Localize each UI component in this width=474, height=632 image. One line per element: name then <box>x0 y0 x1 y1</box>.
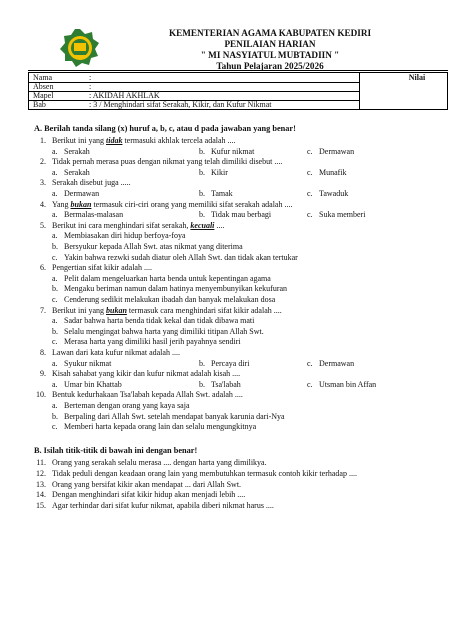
answer-option[interactable] <box>52 231 186 241</box>
answer-option[interactable] <box>52 337 241 347</box>
option-letter: a. <box>52 210 58 220</box>
answer-option[interactable] <box>307 189 348 199</box>
option-letter: b. <box>52 411 58 421</box>
option-text: Kufur nikmat <box>211 146 255 156</box>
question-text: .... <box>214 220 225 230</box>
question-number: 8. <box>40 348 46 357</box>
identity-divider <box>359 73 360 109</box>
question-text: Orang yang bersifat kikir akan mendapat ... dari Allah Swt. <box>52 479 242 489</box>
option-letter: b. <box>52 326 58 336</box>
option-letter: c. <box>307 167 313 177</box>
question-8 <box>30 348 180 358</box>
question-10 <box>30 390 243 400</box>
bab-value: : 3 / Menghindari sifat Serakah, Kikir, dan Kufur Nikmat <box>89 100 272 109</box>
question-number: 6. <box>40 263 46 273</box>
question-4 <box>30 200 292 210</box>
option-letter: a. <box>52 189 58 198</box>
mapel-label: Mapel <box>33 91 54 100</box>
answer-option[interactable] <box>307 168 347 178</box>
answer-option[interactable] <box>199 168 228 178</box>
option-text: Syukur nikmat <box>64 358 112 368</box>
answer-option[interactable] <box>199 380 241 390</box>
answer-option[interactable] <box>52 189 99 199</box>
question-11 <box>30 458 267 468</box>
bab-label: Bab <box>33 100 46 109</box>
header-line-school: " MI NASYIATUL MUBTADIIN " <box>200 50 340 60</box>
question-7 <box>30 306 282 316</box>
question-number: 13. <box>36 479 46 489</box>
question-6 <box>30 263 152 273</box>
section-b-title: B. Isilah titik-titik di bawah ini dengan benar! <box>34 446 198 455</box>
question-text: Berikut ini yang <box>52 136 106 145</box>
option-letter: c. <box>52 252 58 262</box>
answer-option[interactable] <box>52 210 123 220</box>
question-number: 14. <box>36 490 46 500</box>
question-text: Tidak peduli dengan keadaan orang lain yang membutuhkan termasuk contoh kikir terhadap .... <box>52 468 357 478</box>
answer-option[interactable] <box>52 274 271 284</box>
answer-option[interactable] <box>199 189 233 199</box>
answer-option[interactable] <box>52 147 90 157</box>
option-letter: c. <box>52 295 58 304</box>
option-text: Merasa harta yang dimiliki hasil jerih payahnya sendiri <box>64 337 241 347</box>
answer-option[interactable] <box>52 284 287 294</box>
question-number: 10. <box>36 390 46 400</box>
option-text: Tsa'labah <box>211 379 241 389</box>
section-a-title: A. Berilah tanda silang (x) huruf a, b, c, atau d pada jawaban yang benar! <box>34 124 296 133</box>
answer-option[interactable] <box>52 253 298 263</box>
question-5 <box>30 221 224 231</box>
option-letter: b. <box>199 379 205 389</box>
answer-option[interactable] <box>52 359 111 369</box>
option-letter: a. <box>52 316 58 326</box>
option-text: Serakah <box>64 146 90 156</box>
absen-value: : <box>89 82 92 91</box>
question-number: 3. <box>40 178 46 188</box>
option-letter: c. <box>52 337 58 347</box>
question-9 <box>30 369 240 379</box>
question-text: Serakah disebut juga ..... <box>52 178 131 188</box>
answer-option[interactable] <box>199 147 254 157</box>
option-letter: c. <box>52 422 58 432</box>
option-text: Tamak <box>211 189 233 198</box>
question-text: termasuk ciri-ciri orang yang memiliki sifat serakah adalah .... <box>91 199 293 209</box>
nilai-label: Nilai <box>408 73 426 82</box>
answer-option[interactable] <box>307 210 365 220</box>
answer-option[interactable] <box>52 380 122 390</box>
question-2 <box>30 157 282 167</box>
question-number: 5. <box>40 220 46 230</box>
option-text: Dermawan <box>64 189 100 198</box>
answer-option[interactable] <box>52 327 264 337</box>
option-letter: a. <box>52 401 58 410</box>
answer-option[interactable] <box>52 242 243 252</box>
option-letter: b. <box>199 167 205 177</box>
question-number: 9. <box>40 369 46 379</box>
option-text: Dermawan <box>319 146 355 156</box>
option-text: Sadar bahwa harta benda tidak kekal dan tidak dibawa mati <box>64 316 255 326</box>
answer-option[interactable] <box>307 359 354 369</box>
question-emphasis: bukan <box>70 199 92 209</box>
answer-option[interactable] <box>52 168 90 178</box>
option-text: Tawaduk <box>319 189 349 198</box>
option-text: Bermalas-malasan <box>64 210 124 220</box>
option-text: Berteman dengan orang yang kaya saja <box>64 401 190 410</box>
option-text: Selalu mengingat bahwa harta yang dimiliki titipan Allah Swt. <box>64 326 264 336</box>
question-text: Agar terhindar dari sifat kufur nikmat, apabila diberi nikmat harus .... <box>52 501 274 511</box>
question-number: 15. <box>36 501 46 511</box>
question-text: Orang yang serakah selalu merasa .... dengan harta yang dimilikya. <box>52 458 267 467</box>
option-text: Suka memberi <box>319 210 366 220</box>
option-text: Pelit dalam mengeluarkan harta benda untuk kepentingan agama <box>64 273 271 283</box>
nama-label: Nama <box>33 73 53 82</box>
option-letter: a. <box>52 167 58 177</box>
option-letter: a. <box>52 358 58 368</box>
option-letter: c. <box>307 379 313 389</box>
question-text: Pengertian sifat kikir adalah .... <box>52 263 152 273</box>
row-bab <box>29 100 359 109</box>
question-emphasis: bukan <box>106 305 127 315</box>
option-letter: b. <box>52 242 58 251</box>
question-number: 12. <box>36 468 46 478</box>
answer-option[interactable] <box>199 210 271 220</box>
option-letter: b. <box>199 210 205 220</box>
question-3 <box>30 178 131 188</box>
exam-header <box>120 28 420 72</box>
option-letter: c. <box>307 358 313 368</box>
answer-option[interactable] <box>199 359 249 369</box>
question-text: Lawan dari kata kufur nikmat adalah .... <box>52 348 180 357</box>
option-letter: a. <box>52 379 58 389</box>
option-text: Bersyukur kepada Allah Swt. atas nikmat yang diterima <box>64 242 243 251</box>
question-number: 11. <box>36 458 46 467</box>
option-letter: a. <box>52 146 58 156</box>
question-14 <box>30 490 245 500</box>
option-text: Dermawan <box>319 358 355 368</box>
option-text: Yakin bahwa rezwki sudah diatur oleh Allah Swt. dan tidak akan tertukar <box>64 252 298 262</box>
option-letter: a. <box>52 273 58 283</box>
option-text: Kikir <box>211 167 228 177</box>
option-letter: b. <box>199 358 205 368</box>
answer-option[interactable] <box>52 401 190 411</box>
question-text: Yang <box>52 199 71 209</box>
mapel-value: : AKIDAH AKHLAK <box>89 91 160 100</box>
option-text: Percaya diri <box>211 358 250 368</box>
answer-option[interactable] <box>307 147 354 157</box>
answer-option[interactable] <box>52 316 254 326</box>
option-text: Mengaku beriman namun dalam hatinya menyembunyikan kekufuran <box>64 284 288 294</box>
question-number: 1. <box>40 136 46 145</box>
answer-option[interactable] <box>307 380 376 390</box>
option-text: Serakah <box>64 167 90 177</box>
answer-option[interactable] <box>52 295 275 305</box>
option-letter: b. <box>199 189 205 198</box>
question-number: 4. <box>40 199 46 209</box>
header-line-assessment: PENILAIAN HARIAN <box>224 39 316 49</box>
question-text: Tidak pernah merasa puas dengan nikmat yang telah dimiliki disebut .... <box>52 157 283 167</box>
option-text: Munafik <box>319 167 347 177</box>
question-text: Bentuk kedurhakaan Tsa'labah kepada Allah Swt. adalah .... <box>52 390 243 400</box>
question-number: 2. <box>40 157 46 167</box>
question-emphasis: tidak <box>106 136 123 145</box>
option-text: Memberi harta kepada orang lain dan selalu mengungkitnya <box>64 422 257 432</box>
kemenag-logo-icon <box>60 28 100 68</box>
question-number: 7. <box>40 305 46 315</box>
answer-option[interactable] <box>52 422 256 432</box>
question-text: Dengan menghindari sifat kikir hidup akan menjadi lebih .... <box>52 490 246 500</box>
question-text: Kisah sahabat yang kikir dan kufur nikmat adalah kisah .... <box>52 369 241 379</box>
option-text: Tidak mau berbagi <box>211 210 272 220</box>
identity-table <box>28 72 448 110</box>
header-line-ministry: KEMENTERIAN AGAMA KABUPATEN KEDIRI <box>168 28 372 38</box>
question-text: termasuk cara menghindari sifat kikir adalah .... <box>126 305 282 315</box>
question-text: termasuki akhlak tercela adalah .... <box>122 136 236 145</box>
option-letter: b. <box>199 146 205 156</box>
question-1 <box>30 136 236 146</box>
question-text: Berikut ini yang <box>52 305 106 315</box>
header-divider <box>28 70 448 71</box>
option-letter: a. <box>52 231 58 241</box>
option-letter: c. <box>307 210 313 220</box>
option-text: Berpaling dari Allah Swt. setelah mendapat banyak karunia dari-Nya <box>64 411 285 421</box>
option-text: Membiasakan diri hidup berfoya-foya <box>64 231 186 241</box>
option-text: Umar bin Khattab <box>64 379 122 389</box>
answer-option[interactable] <box>52 412 285 422</box>
nama-value: : <box>89 73 92 82</box>
option-letter: c. <box>307 146 313 156</box>
question-15 <box>30 501 274 511</box>
header-line-year: Tahun Pelajaran 2025/2026 <box>216 61 324 71</box>
question-text: Berikut ini cara menghindari sifat serakah, <box>52 220 191 230</box>
option-text: Utsman bin Affan <box>319 379 377 389</box>
question-emphasis: kecuali <box>190 220 215 230</box>
absen-label: Absen <box>33 82 54 91</box>
option-letter: c. <box>307 189 313 198</box>
question-12 <box>30 469 357 479</box>
option-text: Cenderung sedikit melakukan ibadah dan banyak melakukan dosa <box>64 295 276 304</box>
option-letter: b. <box>52 284 58 294</box>
question-13 <box>30 480 241 490</box>
